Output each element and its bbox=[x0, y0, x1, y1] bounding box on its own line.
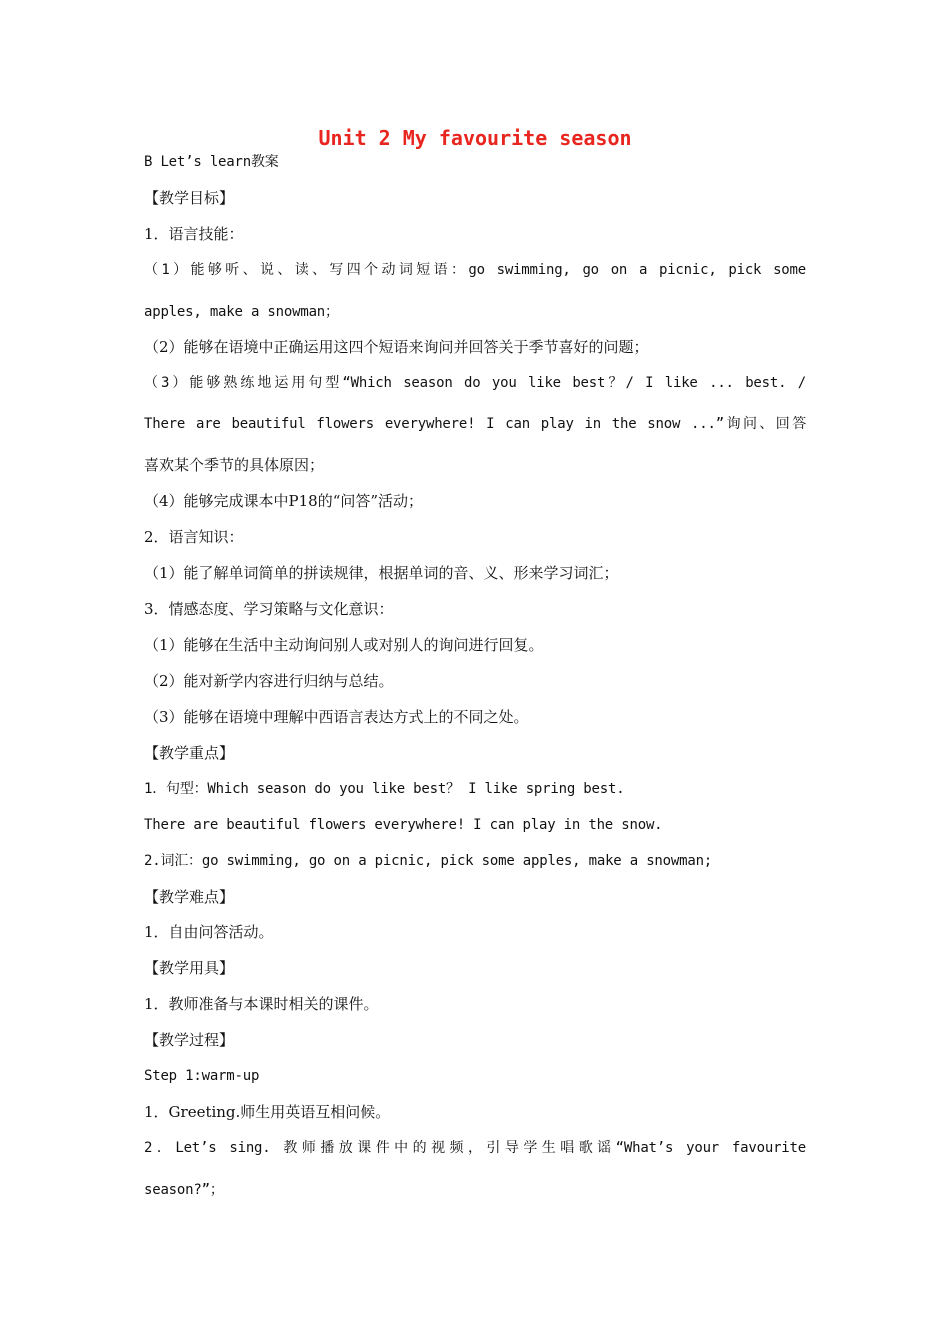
paragraph-line: （3）能够熟练地运用句型“Which season do you like best？/ I like ... best. / bbox=[144, 375, 806, 391]
list-item: 2．Let’s sing. 教师播放课件中的视频，引导学生唱歌谣“What’s your favourite bbox=[144, 1140, 806, 1156]
list-item: （1）能够在生活中主动询问别人或对别人的询问进行回复。 bbox=[144, 636, 544, 654]
list-item: 3．情感态度、学习策略与文化意识： bbox=[144, 600, 394, 618]
list-item: （2）能对新学内容进行归纳与总结。 bbox=[144, 672, 394, 690]
step-heading: Step 1:warm-up bbox=[144, 1068, 260, 1084]
section-heading-materials: 【教学用具】 bbox=[144, 959, 235, 977]
paragraph-line: There are beautiful flowers everywhere! I can play in the snow ...”询问、回答 bbox=[144, 416, 806, 432]
paragraph-line: There are beautiful flowers everywhere! I can play in the snow. bbox=[144, 817, 663, 833]
lesson-subtitle: B Let’s learn教案 bbox=[144, 154, 279, 170]
section-heading-difficulties: 【教学难点】 bbox=[144, 888, 235, 906]
paragraph-line: （1）能够听、说、读、写四个动词短语：go swimming, go on a picnic, pick some bbox=[144, 262, 806, 278]
section-heading-key-points: 【教学重点】 bbox=[144, 744, 235, 762]
list-item: 1．语言技能： bbox=[144, 225, 244, 243]
section-heading-procedure: 【教学过程】 bbox=[144, 1031, 235, 1049]
list-item: （4）能够完成课本中P18的“问答”活动； bbox=[144, 492, 424, 510]
list-item: 2.词汇：go swimming, go on a picnic, pick some apples, make a snowman; bbox=[144, 853, 713, 869]
paragraph-line: season?”； bbox=[144, 1182, 224, 1198]
paragraph-line: apples, make a snowman； bbox=[144, 304, 339, 320]
section-heading-objectives: 【教学目标】 bbox=[144, 189, 235, 207]
list-item: 2．语言知识： bbox=[144, 528, 244, 546]
document-title: Unit 2 My favourite season bbox=[318, 126, 632, 150]
list-item: 1．教师准备与本课时相关的课件。 bbox=[144, 995, 379, 1013]
list-item: （1）能了解单词简单的拼读规律，根据单词的音、义、形来学习词汇； bbox=[144, 564, 619, 582]
list-item: （2）能够在语境中正确运用这四个短语来询问并回答关于季节喜好的问题； bbox=[144, 338, 649, 356]
list-item: 1．句型：Which season do you like best？ I like spring best. bbox=[144, 781, 625, 797]
list-item: （3）能够在语境中理解中西语言表达方式上的不同之处。 bbox=[144, 708, 529, 726]
list-item: 1．自由问答活动。 bbox=[144, 923, 274, 941]
list-item: 1．Greeting.师生用英语互相问候。 bbox=[144, 1103, 391, 1121]
paragraph-line: 喜欢某个季节的具体原因； bbox=[144, 456, 325, 474]
